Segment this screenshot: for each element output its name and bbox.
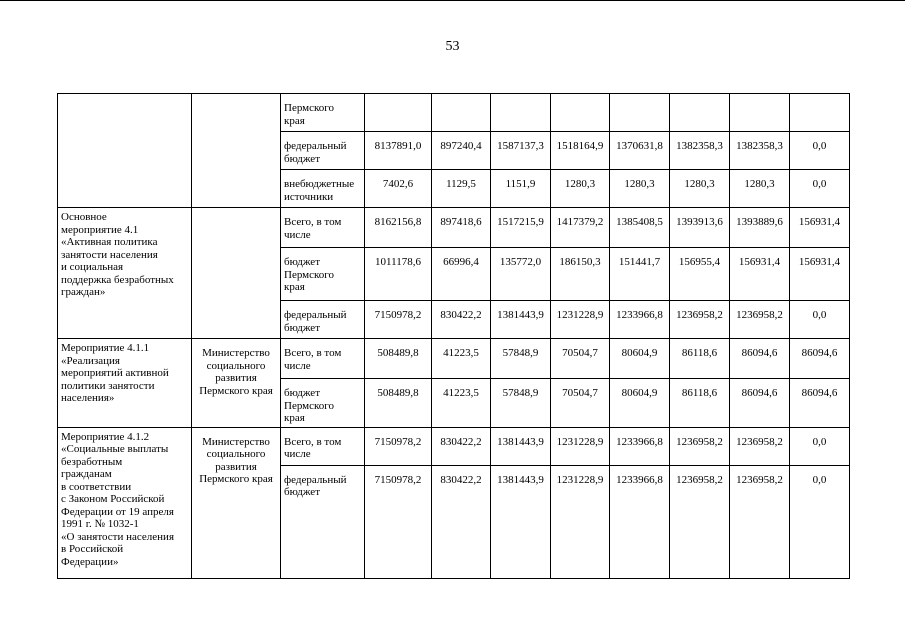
value-cell xyxy=(491,94,551,132)
measure-name xyxy=(58,427,192,578)
measure-name-line: «Реализация xyxy=(61,354,120,367)
measure-name xyxy=(58,94,192,208)
value-cell: 7150978,2 xyxy=(365,465,432,578)
value-cell: 1231228,9 xyxy=(551,427,610,465)
value-cell: 1393913,6 xyxy=(670,208,730,248)
value-cell: 1129,5 xyxy=(432,170,491,208)
executor-line: Пермского края xyxy=(199,473,273,485)
value-cell: 57848,9 xyxy=(491,379,551,428)
budget-table xyxy=(57,93,850,579)
funding-source-line: Пермского xyxy=(284,268,335,281)
value-cell: 1236958,2 xyxy=(730,465,790,578)
value-cell: 156931,4 xyxy=(730,248,790,301)
value-cell: 66996,4 xyxy=(432,248,491,301)
value-cell: 8137891,0 xyxy=(365,132,432,170)
value-cell: 7150978,2 xyxy=(365,427,432,465)
value-cell: 0,0 xyxy=(790,465,850,578)
value-cell: 1280,3 xyxy=(670,170,730,208)
value-cell: 1236958,2 xyxy=(730,301,790,339)
value-cell xyxy=(610,94,670,132)
funding-source xyxy=(281,248,365,301)
executor-line: развития xyxy=(215,372,257,384)
measure-name-line: мероприятие 4.1 xyxy=(61,223,139,236)
page-number: 53 xyxy=(445,39,460,54)
value-cell: 186150,3 xyxy=(551,248,610,301)
value-cell: 1151,9 xyxy=(491,170,551,208)
value-cell: 86094,6 xyxy=(730,339,790,379)
funding-source xyxy=(281,170,365,208)
measure-name-line: безработным xyxy=(61,455,123,468)
measure-name-line: Мероприятие 4.1.1 xyxy=(61,342,150,354)
value-cell: 135772,0 xyxy=(491,248,551,301)
funding-source-line: внебюджетные xyxy=(284,178,355,190)
value-cell: 1518164,9 xyxy=(551,132,610,170)
value-cell: 7150978,2 xyxy=(365,301,432,339)
value-cell: 70504,7 xyxy=(551,379,610,428)
measure-name-line: поддержка безработных xyxy=(61,273,174,286)
value-cell: 57848,9 xyxy=(491,339,551,379)
executor-line: социального xyxy=(206,448,266,460)
executor xyxy=(192,94,281,208)
funding-source-line: бюджет xyxy=(284,152,320,165)
value-cell: 1382358,3 xyxy=(670,132,730,170)
funding-source-line: Всего, в том xyxy=(284,216,342,228)
value-cell: 1382358,3 xyxy=(730,132,790,170)
value-cell: 1236958,2 xyxy=(670,301,730,339)
executor-line: социального xyxy=(206,359,266,372)
funding-source xyxy=(281,379,365,428)
funding-source-line: бюджет xyxy=(284,321,320,334)
funding-source-line: края xyxy=(284,114,305,127)
measure-name-line: в соответствии xyxy=(61,480,132,493)
value-cell: 0,0 xyxy=(790,427,850,465)
value-cell: 1385408,5 xyxy=(610,208,670,248)
funding-source xyxy=(281,339,365,379)
measure-name-line: населения» xyxy=(61,392,115,404)
funding-source-line: федеральный xyxy=(284,473,347,486)
value-cell: 0,0 xyxy=(790,132,850,170)
value-cell: 1236958,2 xyxy=(670,427,730,465)
funding-source xyxy=(281,427,365,465)
value-cell: 70504,7 xyxy=(551,339,610,379)
measure-name-line: в Российской xyxy=(61,543,124,555)
value-cell: 830422,2 xyxy=(432,301,491,339)
value-cell: 86094,6 xyxy=(730,379,790,428)
funding-source-line: бюджет xyxy=(284,256,320,268)
executor-line: Пермского края xyxy=(199,384,273,397)
value-cell: 86094,6 xyxy=(790,339,850,379)
value-cell: 1233966,8 xyxy=(610,465,670,578)
value-cell: 1231228,9 xyxy=(551,465,610,578)
executor-line: развития xyxy=(215,460,257,473)
funding-source xyxy=(281,301,365,339)
funding-source xyxy=(281,208,365,248)
value-cell: 41223,5 xyxy=(432,339,491,379)
executor-line: Министерство xyxy=(202,347,270,359)
measure-name-line: Федерации» xyxy=(61,555,119,568)
measure-name xyxy=(58,339,192,428)
value-cell: 830422,2 xyxy=(432,465,491,578)
measure-name-line: с Законом Российской xyxy=(61,493,165,505)
executor xyxy=(192,339,281,428)
value-cell: 86118,6 xyxy=(670,339,730,379)
measure-name-line: 1991 г. № 1032-1 xyxy=(61,518,139,530)
executor-line: Министерство xyxy=(202,435,270,448)
value-cell: 86118,6 xyxy=(670,379,730,428)
measure-name-line: и социальная xyxy=(61,261,124,273)
value-cell: 1236958,2 xyxy=(730,427,790,465)
measure-name-line: мероприятий активной xyxy=(61,367,169,379)
value-cell: 897418,6 xyxy=(432,208,491,248)
top-rule xyxy=(0,0,905,1)
value-cell: 1517215,9 xyxy=(491,208,551,248)
funding-source-line: края xyxy=(284,281,305,293)
value-cell: 0,0 xyxy=(790,170,850,208)
value-cell xyxy=(551,94,610,132)
value-cell: 508489,8 xyxy=(365,339,432,379)
value-cell xyxy=(790,94,850,132)
value-cell xyxy=(730,94,790,132)
measure-name-line: политики занятости xyxy=(61,379,155,392)
funding-source xyxy=(281,94,365,132)
measure-name-line: гражданам xyxy=(61,468,112,480)
value-cell: 1280,3 xyxy=(551,170,610,208)
funding-source-line: края xyxy=(284,412,305,424)
table-row xyxy=(58,339,850,379)
funding-source-line: федеральный xyxy=(284,309,347,321)
measure-name-line: Мероприятие 4.1.2 xyxy=(61,430,150,443)
funding-source-line: Всего, в том xyxy=(284,435,342,448)
value-cell: 1280,3 xyxy=(610,170,670,208)
value-cell: 508489,8 xyxy=(365,379,432,428)
value-cell: 80604,9 xyxy=(610,339,670,379)
value-cell: 1233966,8 xyxy=(610,301,670,339)
value-cell: 1231228,9 xyxy=(551,301,610,339)
value-cell xyxy=(670,94,730,132)
table-row xyxy=(58,427,850,465)
value-cell: 1381443,9 xyxy=(491,301,551,339)
measure-name-line: занятости населения xyxy=(61,248,158,261)
measure-name-line: «Активная политика xyxy=(61,236,158,248)
value-cell: 8162156,8 xyxy=(365,208,432,248)
measure-name-line: граждан» xyxy=(61,286,106,298)
value-cell: 156931,4 xyxy=(790,248,850,301)
measure-name-line: «Социальные выплаты xyxy=(61,443,169,455)
table-body xyxy=(58,94,850,579)
measure-name xyxy=(58,208,192,339)
measure-name-line: Основное xyxy=(61,211,107,223)
value-cell xyxy=(365,94,432,132)
funding-source-line: числе xyxy=(284,228,311,241)
value-cell: 7402,6 xyxy=(365,170,432,208)
executor xyxy=(192,427,281,578)
table-row xyxy=(58,94,850,132)
funding-source-line: Пермского xyxy=(284,102,335,114)
value-cell: 156955,4 xyxy=(670,248,730,301)
funding-source-line: Всего, в том xyxy=(284,347,342,359)
value-cell: 897240,4 xyxy=(432,132,491,170)
value-cell: 1587137,3 xyxy=(491,132,551,170)
funding-source-line: источники xyxy=(284,190,334,203)
measure-name-line: Федерации от 19 апреля xyxy=(61,505,174,518)
value-cell: 86094,6 xyxy=(790,379,850,428)
value-cell: 1280,3 xyxy=(730,170,790,208)
funding-source-line: бюджет xyxy=(284,387,320,399)
funding-source-line: числе xyxy=(284,359,311,372)
value-cell: 830422,2 xyxy=(432,427,491,465)
value-cell: 1417379,2 xyxy=(551,208,610,248)
funding-source-line: бюджет xyxy=(284,486,320,498)
measure-name-line: «О занятости населения xyxy=(61,530,175,543)
value-cell: 1011178,6 xyxy=(365,248,432,301)
value-cell: 1393889,6 xyxy=(730,208,790,248)
executor xyxy=(192,208,281,339)
value-cell: 80604,9 xyxy=(610,379,670,428)
value-cell: 1381443,9 xyxy=(491,465,551,578)
funding-source xyxy=(281,132,365,170)
table-row xyxy=(58,208,850,248)
funding-source-line: федеральный xyxy=(284,140,347,152)
funding-source xyxy=(281,465,365,578)
funding-source-line: числе xyxy=(284,448,311,460)
value-cell: 156931,4 xyxy=(790,208,850,248)
value-cell: 0,0 xyxy=(790,301,850,339)
value-cell: 1370631,8 xyxy=(610,132,670,170)
value-cell xyxy=(432,94,491,132)
value-cell: 1236958,2 xyxy=(670,465,730,578)
value-cell: 1233966,8 xyxy=(610,427,670,465)
value-cell: 41223,5 xyxy=(432,379,491,428)
value-cell: 151441,7 xyxy=(610,248,670,301)
value-cell: 1381443,9 xyxy=(491,427,551,465)
funding-source-line: Пермского xyxy=(284,399,335,412)
